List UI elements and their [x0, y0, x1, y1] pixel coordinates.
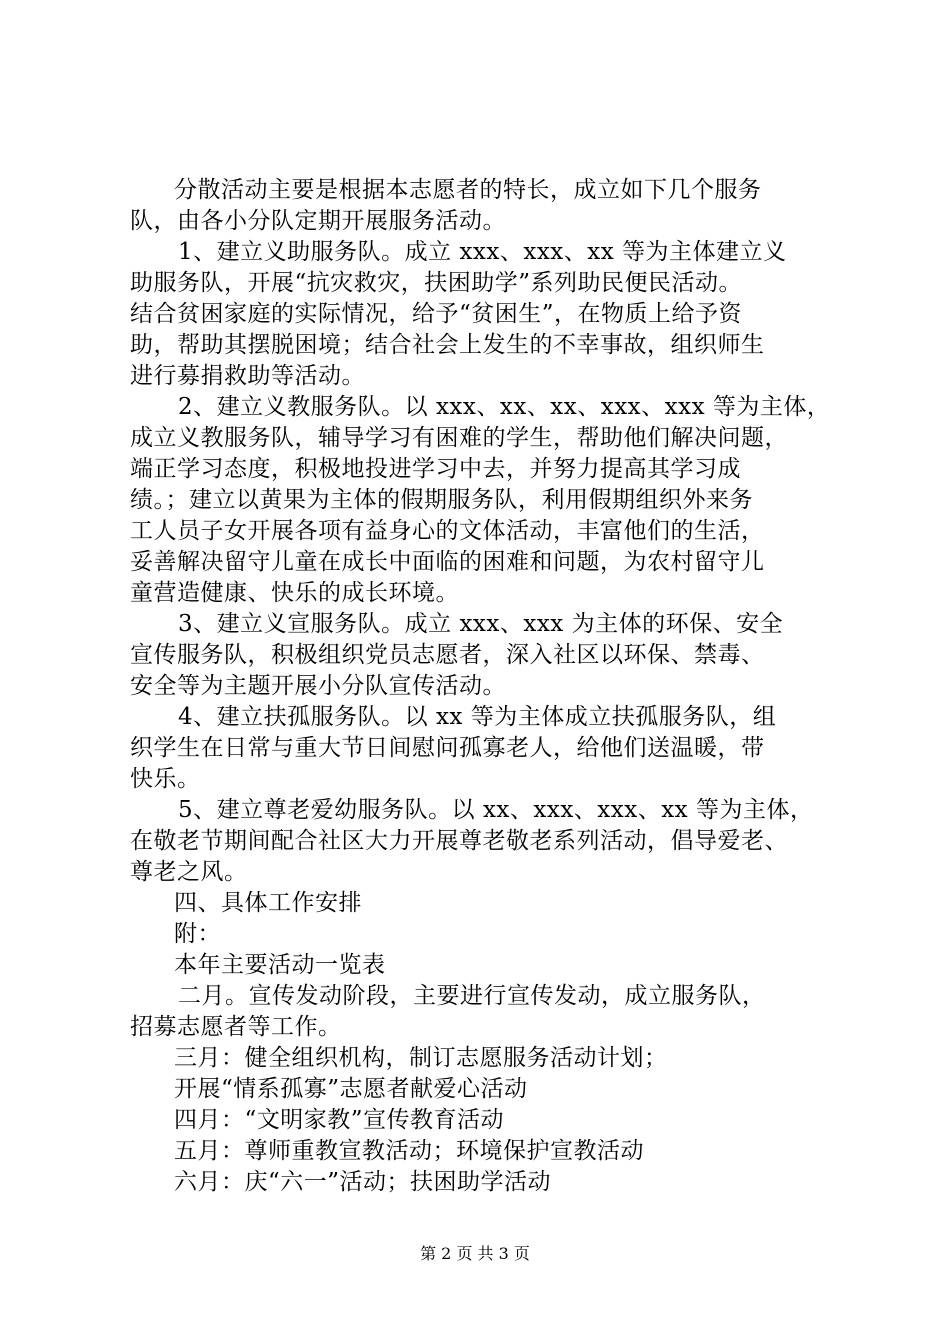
schedule-may: 五月：尊师重教宣教活动；环境保护宣教活动	[174, 1138, 644, 1164]
section-heading: 四、具体工作安排	[174, 890, 362, 916]
text-line: 工人员子女开展各项有益身心的文体活动，丰富他们的生活，	[130, 518, 765, 544]
paragraph-item-2	[130, 392, 850, 609]
text-line: 在敬老节期间配合社区大力开展尊老敬老系列活动，倡导爱老、	[130, 828, 788, 854]
text-line: 二月。宣传发动阶段，主要进行宣传发动，成立服务队，	[178, 983, 766, 1009]
text-line: 1、建立义助服务队。成立 xxx、xxx、xx 等为主体建立义	[178, 239, 787, 265]
schedule-february	[130, 981, 850, 1043]
text-line: 2、建立义教服务队。以 xxx、xx、xx、xxx、xxx 等为主体，	[178, 394, 831, 420]
schedule-march-detail: 开展“情系孤寡”志愿者献爱心活动	[174, 1076, 528, 1102]
text-line: 端正学习态度，积极地投进学习中去，并努力提高其学习成	[130, 456, 741, 482]
text-line: 分散活动主要是根据本志愿者的特长，成立如下几个服务	[174, 177, 762, 203]
text-line: 结合贫困家庭的实际情况，给予“贫困生”，在物质上给予资	[130, 301, 743, 327]
paragraph-item-1	[130, 237, 850, 392]
text-line: 童营造健康、快乐的成长环境。	[130, 580, 459, 606]
text-line: 3、建立义宣服务队。成立 xxx、xxx 为主体的环保、安全	[178, 611, 784, 637]
text-line: 妥善解决留守儿童在成长中面临的困难和问题，为农村留守儿	[130, 549, 765, 575]
paragraph-item-3	[130, 609, 850, 702]
page-footer: 第 2 页 共 3 页	[420, 1244, 530, 1263]
text-line: 尊老之风。	[130, 859, 248, 885]
document-body	[130, 175, 850, 1198]
schedule-march: 三月：健全组织机构，制订志愿服务活动计划；	[174, 1045, 668, 1071]
paragraph-item-4	[130, 702, 850, 795]
activity-table-title: 本年主要活动一览表	[174, 952, 386, 978]
text-line: 宣传服务队，积极组织党员志愿者，深入社区以环保、禁毒、	[130, 642, 765, 668]
text-line: 队，由各小分队定期开展服务活动。	[130, 208, 506, 234]
appendix-label: 附：	[174, 921, 221, 947]
schedule-june: 六月：庆“六一”活动；扶困助学活动	[174, 1169, 552, 1195]
text-line: 快乐。	[130, 766, 201, 792]
text-line: 4、建立扶孤服务队。以 xx 等为主体成立扶孤服务队，组	[178, 704, 777, 730]
text-line: 织学生在日常与重大节日间慰问孤寡老人，给他们送温暖，带	[130, 735, 765, 761]
text-line: 进行募捐救助等活动。	[130, 363, 365, 389]
text-line: 安全等为主题开展小分队宣传活动。	[130, 673, 506, 699]
text-line: 助服务队，开展“抗灾救灾，扶困助学”系列助民便民活动。	[130, 270, 743, 296]
text-line: 助，帮助其摆脱困境；结合社会上发生的不幸事故，组织师生	[130, 332, 765, 358]
text-line: 招募志愿者等工作。	[130, 1014, 342, 1040]
text-line: 成立义教服务队，辅导学习有困难的学生，帮助他们解决问题，	[130, 425, 788, 451]
paragraph-item-5	[130, 795, 850, 888]
text-line: 5、建立尊老爱幼服务队。以 xx、xxx、xxx、xx 等为主体，	[178, 797, 814, 823]
paragraph-intro	[130, 175, 850, 237]
schedule-april: 四月：“文明家教”宣传教育活动	[174, 1107, 505, 1133]
text-line: 绩。；建立以黄果为主体的假期服务队，利用假期组织外来务	[130, 487, 753, 513]
